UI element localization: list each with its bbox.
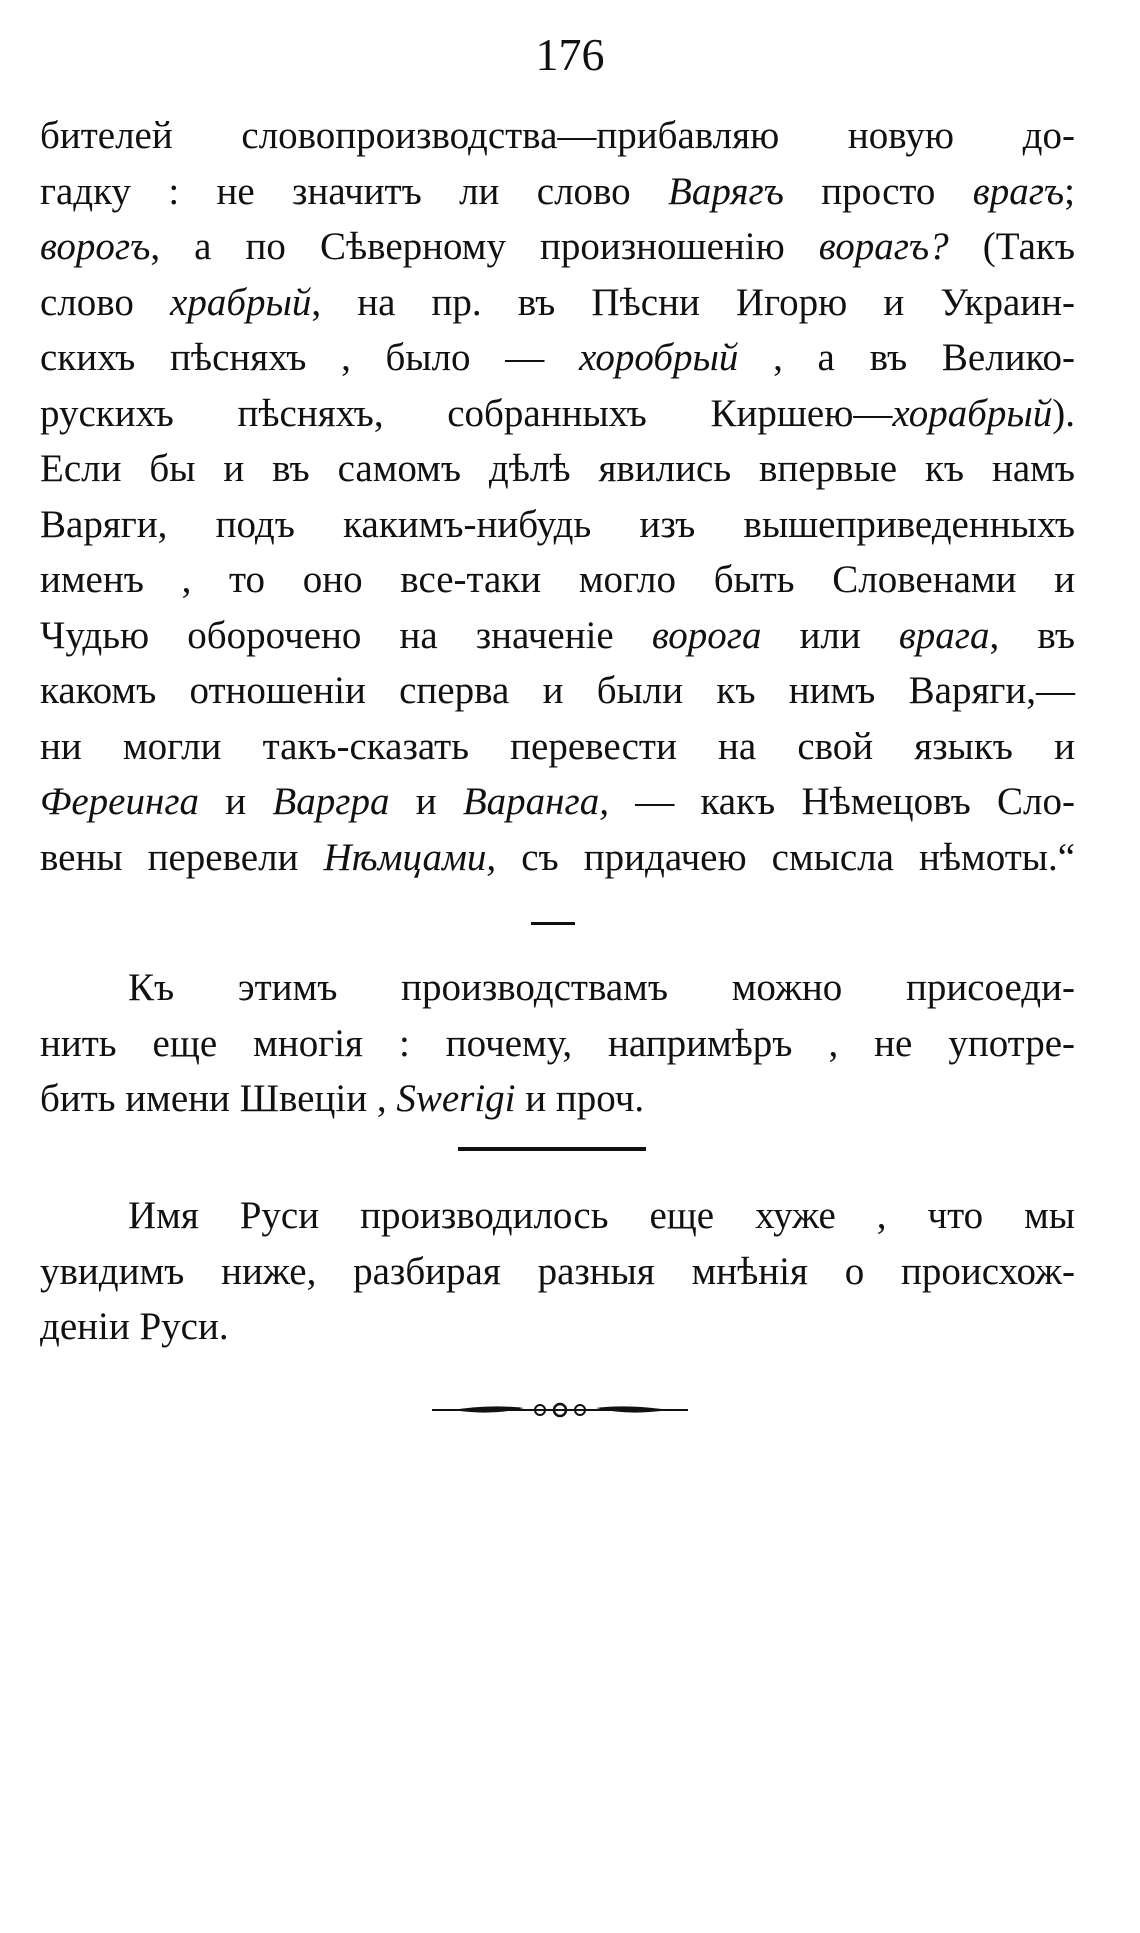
text-line: ворогъ, а по Сѣверному произношенію ворагъ? (Такъ: [40, 225, 1075, 268]
text-line: Чудью обороченo на значеніе ворога или врага, въ: [40, 613, 1075, 657]
text-line: бить имени Швеціи , Swerigi и проч.: [40, 1077, 645, 1120]
text-line: Имя Руси производилось еще хуже , что мы: [128, 1194, 1075, 1237]
text-line: бителей словопроизводства—прибавляю новую до-: [40, 114, 1075, 157]
text-line: ни могли такъ-сказать перевести на свой языкъ и: [40, 724, 1075, 768]
text-line: деніи Руси.: [40, 1305, 229, 1348]
text-line: увидимъ ниже, разбирая разныя мнѣнія о происхож-: [40, 1249, 1075, 1293]
text-line: скихъ пѣсняхъ , было — хоробрый , а въ Велико-: [40, 336, 1076, 379]
text-line: Къ этимъ производствамъ можно присоеди-: [128, 966, 1075, 1009]
text-line: рускихъ пѣсняхъ, собранныхъ Киршею—хорабрый).: [40, 391, 1075, 435]
section-divider-short: [531, 922, 575, 925]
page-number: 176: [535, 29, 605, 80]
text-line: Варяги, подъ какимъ-нибудь изъ вышеприведенныхъ: [40, 502, 1075, 546]
text-line: слово храбрый, на пр. въ Пѣсни Игорю и Украин-: [40, 280, 1075, 324]
text-line: Если бы и въ самомъ дѣлѣ явились впервые къ намъ: [40, 447, 1075, 490]
text-line: Ферeинга и Варгра и Варанга, — какъ Нѣмецовъ Сло-: [40, 780, 1075, 823]
text-line: именъ , то оно все-таки могло быть Словенами и: [40, 558, 1075, 601]
text-line: какомъ отношеніи сперва и были къ нимъ Варяги,—: [40, 669, 1075, 712]
paragraph-2: [40, 960, 1075, 1127]
section-divider-long: [458, 1147, 646, 1151]
paragraph-3: [40, 1188, 1075, 1355]
text-line: нить еще многія : почему, напримѣръ , не употре-: [40, 1021, 1075, 1065]
paragraph-1: [40, 108, 1075, 885]
text-line: вены перевели Нѣмцами, съ придачею смысла нѣмоты.“: [40, 835, 1076, 879]
end-ornament: [432, 1395, 688, 1425]
text-line: гадку : не значитъ ли слово Варягъ просто врагъ;: [40, 169, 1075, 213]
